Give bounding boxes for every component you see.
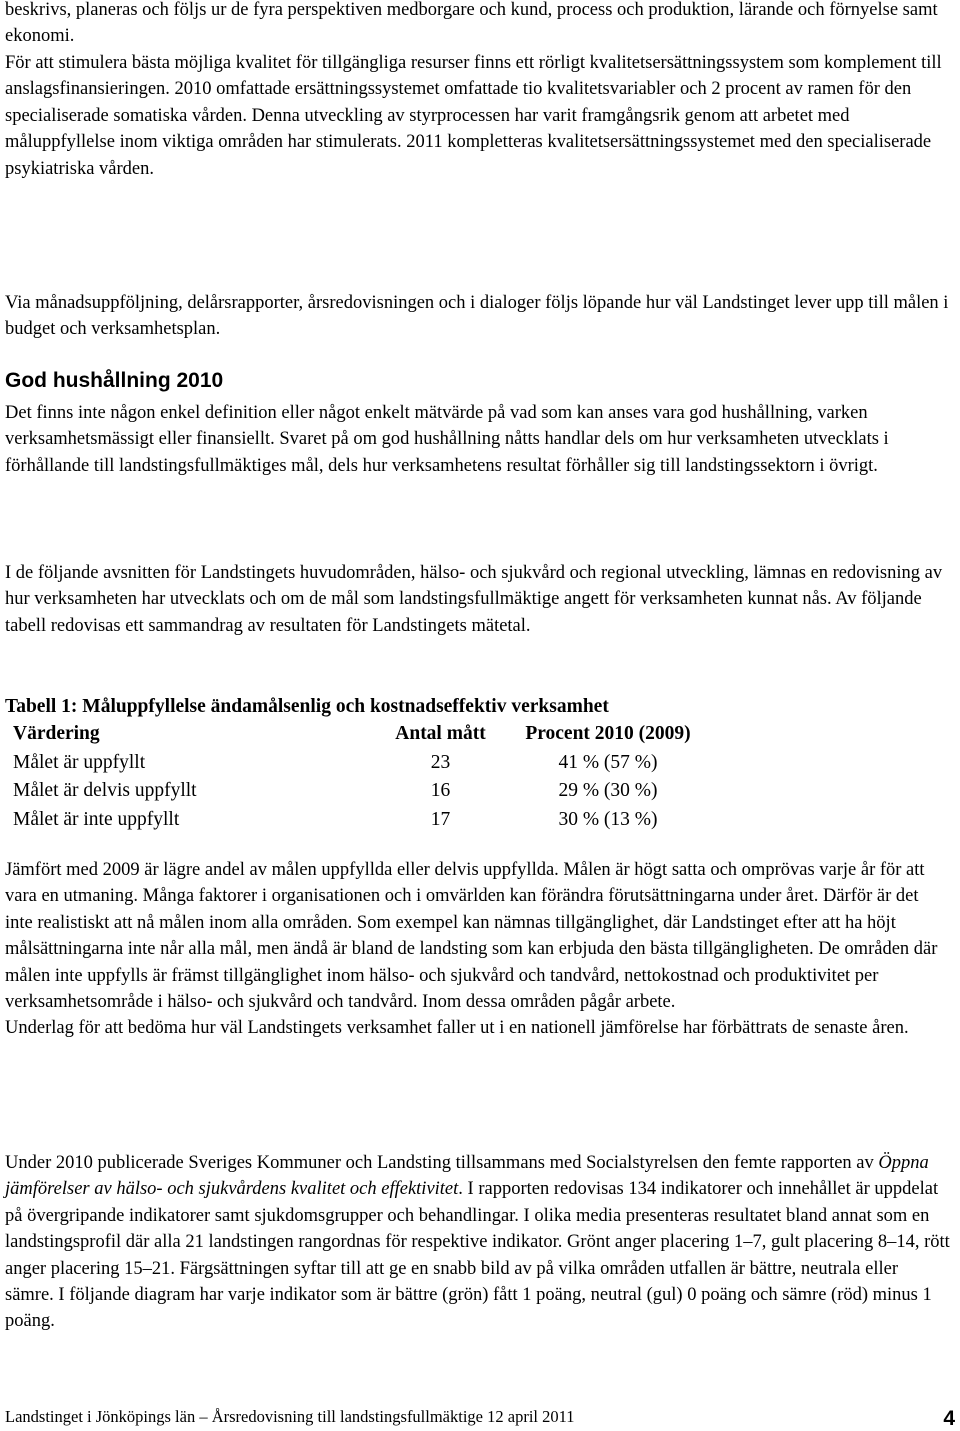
paragraph-perspectives: beskrivs, planeras och följs ur de fyra perspektiven medborgare och kund, process och produktion, lärande och förnyelse samt ekonomi.: [5, 0, 938, 47]
table-row: [13, 806, 708, 835]
row-percent: 30 % (13 %): [558, 808, 658, 830]
row-count: 16: [430, 780, 451, 802]
row-label: Målet är inte uppfyllt: [13, 808, 180, 830]
table-row: [13, 749, 708, 778]
paragraph-open-comparisons: [5, 1150, 950, 1335]
paragraph-monitoring: Via månadsuppföljning, delårsrapporter, årsredovisningen och i dialoger följs löpande hur väl Landstinget lever upp till målen i budget och verksamhetsplan.: [5, 293, 949, 340]
row-label: Målet är uppfyllt: [13, 751, 146, 773]
results-table-block: [5, 694, 745, 834]
header-valuation: Värdering: [13, 723, 100, 745]
footer-text: Landstinget i Jönköpings län – Årsredovisning till landstingsfullmäktige 12 april 2011: [5, 1407, 575, 1426]
page-number: 4: [943, 1407, 955, 1430]
header-count: Antal mått: [395, 723, 486, 745]
row-label: Målet är delvis uppfyllt: [13, 780, 197, 802]
row-count: 17: [430, 808, 451, 830]
results-table: [13, 720, 708, 834]
paragraph-following-sections: I de följande avsnitten för Landstingets huvudområden, hälso- och sjukvård och regional utveckling, lämnas en redovisning av hur verksamheten har utvecklats och om de mål som landstingsfullmäktige angett för verksamheten kunnat nås. Av följande tabell redovisas ett sammandrag av resultaten för Landstingets mätetal.: [5, 563, 943, 636]
row-count: 23: [430, 751, 451, 773]
after-table-block: [5, 857, 950, 1042]
page-footer: [5, 1406, 955, 1430]
paragraph-good-management: Det finns inte någon enkel definition eller något enkelt mätvärde på vad som kan anses vara god hushållning, varken verksamhetsmässigt eller finansiellt. Svaret på om god hushållning nåtts handlar dels om hur verksamheten utvecklats i förhållande till landstingsfullmäktiges mål, dels hur verksamhetens resultat förhåller sig till landstingssektorn i övrigt.: [5, 403, 889, 476]
open-comparisons-intro: Under 2010 publicerade Sveriges Kommuner och Landsting tillsammans med Socialstyrelsen den femte rapporten av: [5, 1153, 879, 1173]
table-caption: Tabell 1: Måluppfyllelse ändamålsenlig och kostnadseffektiv verksamhet: [5, 696, 609, 717]
open-comparisons-body: . I rapporten redovisas 134 indikatorer och innehållet är uppdelat på övergripande indikatorer samt sjukdomsgrupper och behandlingar. I olika media presenteras resultatet bland annat som en landstingsprofil där alla 21 landstingen rangordnas för respektive indikator. Grönt anger placering 1–7, gult placering 8–14, rött anger placering 15–21. Färgsättningen syftar till att ge en snabb bild av på vilka områden utfallen är bättre, neutrala eller sämre. I följande diagram har varje indikator som är bättre (grön) fått 1 poäng, neutral (gul) 0 poäng och sämre (röd) minus 1 poäng.: [5, 1179, 950, 1332]
row-percent: 29 % (30 %): [558, 780, 658, 802]
section-heading: God hushållning 2010: [5, 369, 224, 392]
table-header-row: [13, 720, 708, 749]
paragraph-quality-compensation: För att stimulera bästa möjliga kvalitet för tillgängliga resurser finns ett rörligt kvalitetsersättningssystem som komplement till anslagsfinansieringen. 2010 omfattade ersättningssystemet omfattade tio kvalitetsvariabler och 2 procent av ramen för den specialiserade somatiska vården. Denna utveckling av styrprocessen har varit framgångsrik genom att arbetet med måluppfyllelse inom viktiga områden har stimulerats. 2011 kompletteras kvalitetsersättningssystemet med den specialiserade psykiatriska vården.: [5, 53, 942, 179]
paragraph-comparison-2009: Jämfört med 2009 är lägre andel av målen uppfyllda eller delvis uppfyllda. Målen är högt satta och omprövas varje år för att vara en utmaning. Många faktorer i organisationen och i omvärlden kan förändra förutsättningarna under året. Därför är det inte realistiskt att nå målen inom alla områden. Som exempel kan nämnas tillgänglighet, där Landstinget efter att ha höjt målsättningarna inte når alla mål, men ändå är bland de landsting som kan erbjuda den bästa tillgängligheten. De områden där målen inte uppfylls är främst tillgänglighet inom hälso- och sjukvård och tandvård, nettokostnad och produktivitet per verksamhetsområde i hälso- och sjukvård och tandvård. Inom dessa områden pågår arbete.: [5, 860, 938, 1013]
paragraph-national-comparison: Underlag för att bedöma hur väl Landstingets verksamhet faller ut i en nationell jämförelse har förbättrats de senaste åren.: [5, 1018, 909, 1039]
header-percent: Procent 2010 (2009): [525, 723, 691, 745]
report-title: Öppna jämförelser av hälso- och sjukvårdens kvalitet och effektivitet: [5, 1153, 929, 1200]
row-percent: 41 % (57 %): [558, 751, 658, 773]
table-row: [13, 777, 708, 806]
